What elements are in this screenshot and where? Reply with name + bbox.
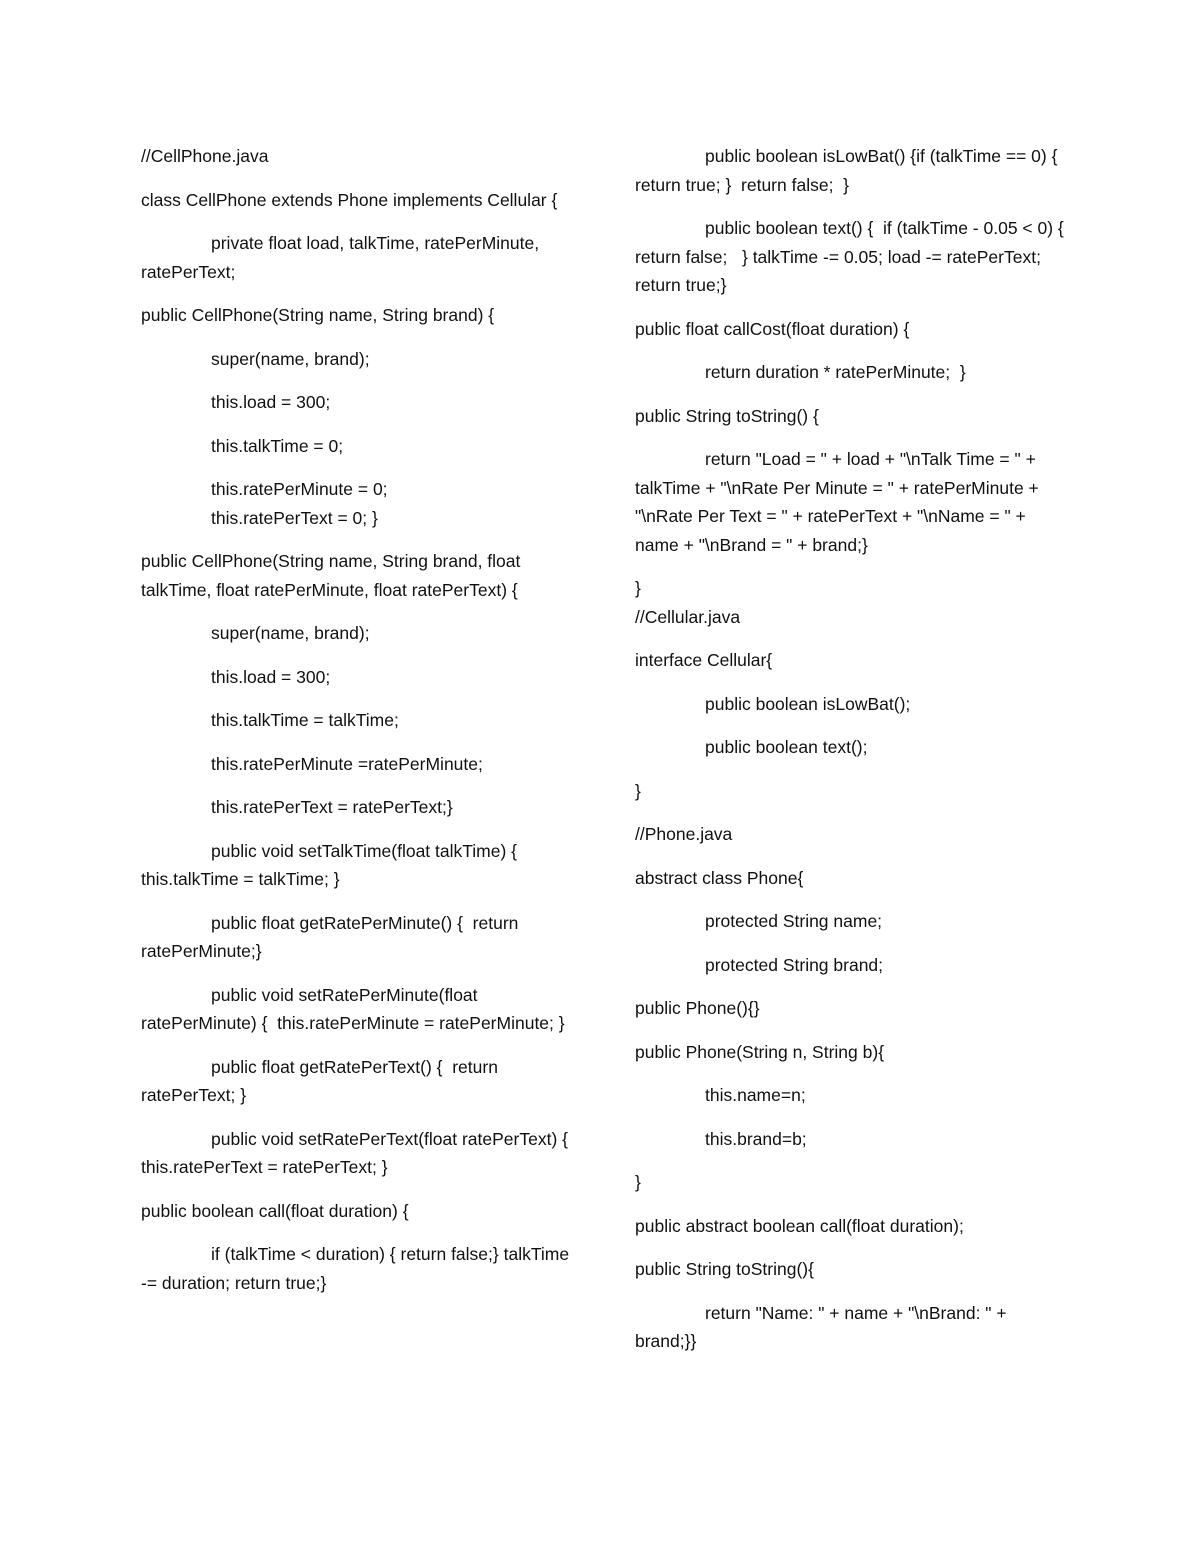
code-line: this.brand=b; (705, 1128, 807, 1149)
code-line: public boolean call(float duration) { (141, 1200, 409, 1221)
code-line: public String toString() { (635, 405, 819, 426)
code-line: if (talkTime < duration) { return false;} talkTime -= duration; return true;} (141, 1244, 574, 1293)
code-line: this.load = 300; (211, 392, 331, 412)
code-line: public float getRatePerText() { return ratePerText; } (141, 1056, 503, 1105)
code-line: this.ratePerMinute =ratePerMinute; (211, 753, 483, 774)
code-line: public boolean isLowBat(); (705, 693, 911, 714)
code-line: this.ratePerText = ratePerText;} (211, 797, 453, 817)
code-line: this.talkTime = talkTime; (211, 710, 399, 730)
code-line: return duration * ratePerMinute; } (705, 362, 966, 382)
code-line: public Phone(String n, String b){ (635, 1041, 885, 1062)
code-line: public CellPhone(String name, String brand) { (141, 305, 495, 325)
code-line: //Cellular.java (635, 606, 741, 627)
code-line: this.name=n; (705, 1085, 806, 1105)
code-line: this.ratePerText = 0; } (211, 507, 378, 528)
code-line: public float getRatePerMinute() { return ratePerMinute;} (141, 912, 524, 961)
code-line: this.ratePerMinute = 0; (211, 479, 388, 499)
code-line: super(name, brand); (211, 623, 370, 643)
code-line: this.talkTime = 0; (211, 435, 344, 456)
code-line: } (635, 780, 641, 801)
code-line: public abstract boolean call(float duration); (635, 1215, 964, 1236)
code-line: class CellPhone extends Phone implements Cellular { (141, 189, 558, 210)
code-line: protected String brand; (705, 954, 884, 975)
code-line: public Phone(){} (635, 998, 760, 1018)
code-line: return "Name: " + name + "\nBrand: " + brand;}} (635, 1302, 1012, 1351)
code-line: abstract class Phone{ (635, 867, 804, 888)
code-line: return "Load = " + load + "\nTalk Time = " + talkTime + "\nRate Per Minute = " + ratePerMinute + "\nRate Per Text = " + ratePerText + "\nName = " + name + "\nBrand = " + brand;} (635, 449, 1044, 555)
code-line: public void setRatePerMinute(float ratePerMinute) { this.ratePerMinute = ratePerMinute; } (141, 984, 565, 1033)
code-line: public String toString(){ (635, 1259, 814, 1279)
code-line: //Phone.java (635, 824, 733, 844)
code-line: protected String name; (705, 911, 883, 931)
code-line: public void setTalkTime(float talkTime) { this.talkTime = talkTime; } (141, 840, 522, 889)
code-line: super(name, brand); (211, 348, 370, 369)
code-line: //CellPhone.java (141, 146, 269, 166)
code-line: public void setRatePerText(float ratePerText) { this.ratePerText = ratePerText; } (141, 1128, 578, 1177)
code-line: } (635, 1172, 641, 1192)
code-line: public boolean text(); (705, 737, 868, 757)
code-line: interface Cellular{ (635, 650, 773, 670)
code-line: this.load = 300; (211, 666, 331, 687)
code-line: public boolean isLowBat() {if (talkTime == 0) { return true; } return false; } (635, 146, 1068, 195)
code-line: public float callCost(float duration) { (635, 318, 910, 339)
code-line: public CellPhone(String name, String brand, float talkTime, float ratePerMinute, float ratePerText) { (141, 551, 526, 600)
code-line: } (635, 578, 641, 598)
left-column (141, 142, 578, 1312)
code-line: public boolean text() { if (talkTime - 0.05 < 0) { return false; } talkTime -= 0.05; load -= ratePerText; return true;} (635, 218, 1084, 295)
code-line: private float load, talkTime, ratePerMinute, ratePerText; (141, 233, 544, 282)
right-column (635, 142, 1084, 1371)
